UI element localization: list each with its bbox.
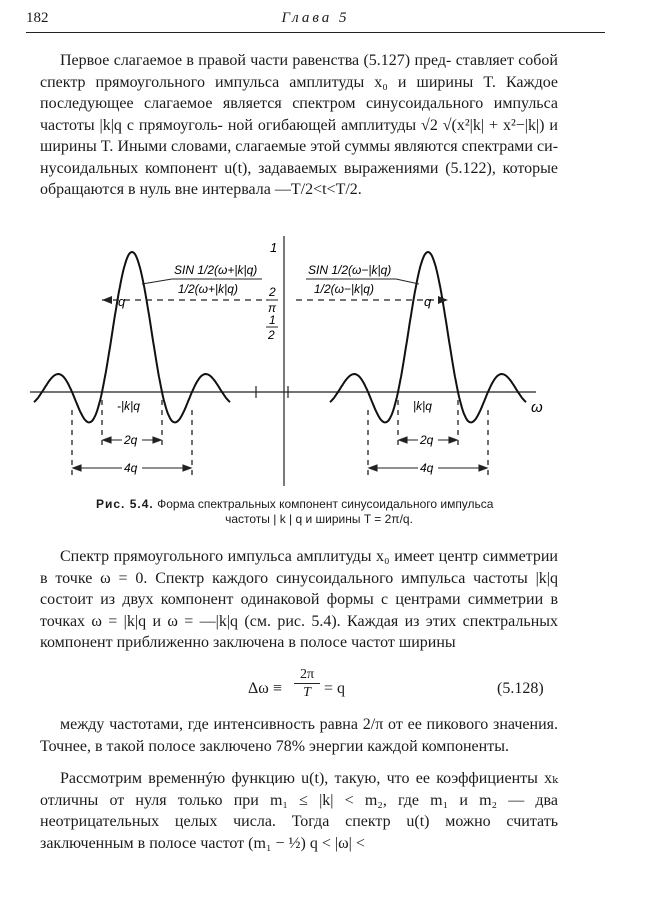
right-sinc-curve xyxy=(330,252,526,422)
paragraph-3: между частотами, где интенсивность равна 2/π от ее пикового значения. Точнее, в такой полосе заключено 78% энергии каждой компоненты. xyxy=(40,716,559,755)
left-sinc-curve xyxy=(34,252,230,422)
left-center-label: -|k|q xyxy=(117,399,140,413)
chapter-title: Глава 5 xyxy=(281,10,350,26)
right-formula-numerator: SIN 1/2(ω−|k|q) xyxy=(308,263,392,277)
right-formula-denominator: 1/2(ω−|k|q) xyxy=(314,282,374,296)
two-over-pi-denominator: π xyxy=(268,301,277,315)
left-formula-leader xyxy=(142,279,172,284)
arrowhead xyxy=(103,437,111,443)
paragraph-2: Спектр прямоугольного импульса амплитуды x₀ имеет центр симметрии в точке ω = 0. Спектр каждого синусоидального импульса частоты |k|q состоит из двух компонент одинаковой формы с центрами симметрии в точках ω = |k|q и ω = —|k|q (см. рис. 5.4). Каждая из этих спектральных компонент приближенно заключена в полосе частот ширины xyxy=(40,548,558,651)
caption-line-1: Форма спектральных компонент синусоидального импульса xyxy=(157,497,494,511)
caption-label: Рис. 5.4. xyxy=(96,497,154,511)
fraction-numerator: 2π xyxy=(294,666,320,684)
paragraph-1-line-2: ставляет собой спектр прямоугольного импульса амплитуды x₀ xyxy=(40,52,558,91)
width-4q-left-label: 4q xyxy=(124,461,138,475)
left-formula-denominator: 1/2(ω+|k|q) xyxy=(178,282,238,296)
arrowhead xyxy=(449,437,457,443)
paragraph-1-line-3: и ширины T. Каждое последующее слагаемое является xyxy=(40,73,558,112)
paragraph-1 xyxy=(40,50,558,201)
equation-lhs: Δω ≡ xyxy=(248,680,282,697)
peak-label-left: q xyxy=(118,294,126,309)
paragraph-1-line-5: ной огибающей амплитуды √2 √(x²|k| + x²−|k|) и ширины T. xyxy=(40,116,558,155)
left-formula-numerator: SIN 1/2(ω+|k|q) xyxy=(174,263,258,277)
arrowhead xyxy=(479,465,487,471)
page-number: 182 xyxy=(26,10,49,26)
peak-label-right: q xyxy=(424,294,432,309)
arrowhead-left xyxy=(102,296,112,304)
figure-5-4 xyxy=(26,232,566,492)
arrowhead xyxy=(399,437,407,443)
two-over-pi-numerator: 2 xyxy=(269,285,276,299)
equation-fraction xyxy=(294,666,320,701)
page-header xyxy=(26,8,605,33)
equation-number: (5.128) xyxy=(497,680,544,697)
paragraph-1-line-1: Первое слагаемое в правой части равенства (5.127) пред- xyxy=(60,52,452,69)
caption-line-2: частоты | k | q и ширины T = 2π/q. xyxy=(225,512,413,526)
paragraph-4: Рассмотрим временнýю функцию u(t), такую, что ее коэффициенты xₖ отличны от нуля только при m₁ ≤ |k| < m₂, где m₁ и m₂ — два неотрицательных целых числа. Тогда спектр u(t) можно считать заключенным в полосе частот (m₁ − ½) q < |ω| < xyxy=(40,770,558,852)
width-2q-right-label: 2q xyxy=(420,433,434,447)
arrowhead xyxy=(183,465,191,471)
paragraph-1-line-7: нусоидальных компонент u(t), задаваемых выражениями (5.122), xyxy=(40,159,496,177)
equation-5-128 xyxy=(248,666,368,710)
half-numerator: 1 xyxy=(269,313,276,327)
right-formula-leader xyxy=(396,279,419,284)
paragraph-1-line-8: которые обращаются в нуль вне интервала —T/2<t<T/2. xyxy=(40,159,558,198)
fraction-denominator: T xyxy=(303,685,311,700)
arrowhead xyxy=(369,465,377,471)
right-center-label: |k|q xyxy=(413,399,432,413)
arrowhead xyxy=(153,437,161,443)
arrowhead xyxy=(73,465,81,471)
omega-axis-label: ω xyxy=(531,399,543,416)
width-4q-right-label: 4q xyxy=(420,461,434,475)
paragraph-1-line-4: спектром синусоидального импульса частоты |k|q с прямоуголь- xyxy=(40,95,558,134)
spectral-plot xyxy=(26,232,566,492)
axis-one-label: 1 xyxy=(270,240,278,255)
width-2q-left-label: 2q xyxy=(124,433,138,447)
half-denominator: 2 xyxy=(268,328,275,342)
paragraph-1-line-6: Иными словами, слагаемые этой суммы являются спектрами си- xyxy=(117,138,559,155)
equation-rhs: = q xyxy=(324,680,346,697)
figure-caption xyxy=(96,497,552,527)
